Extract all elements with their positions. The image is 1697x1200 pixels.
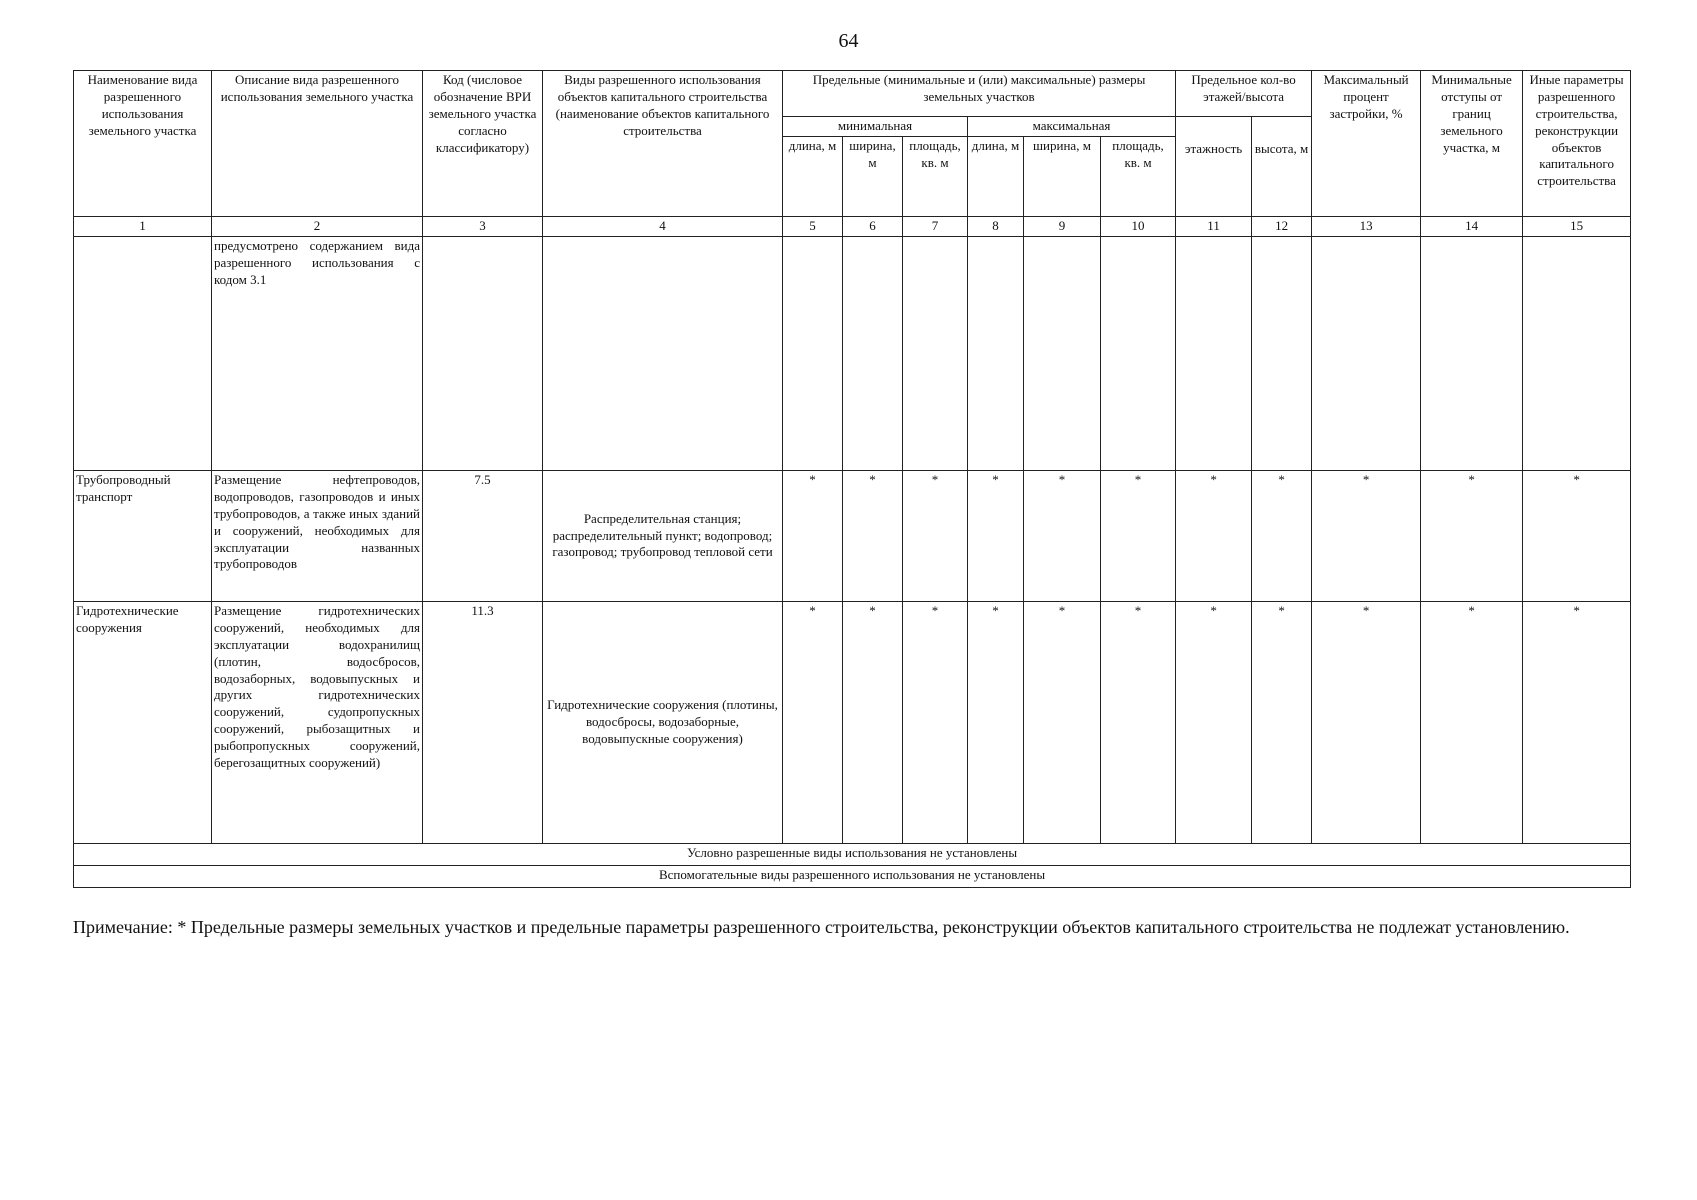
land-use-description: Размещение нефтепроводов, водопроводов, газопроводов и иных трубопроводов, а также иных зданий и сооружений, необходимых для эксплуатации названных трубопроводов: [212, 471, 423, 602]
table-row: [74, 237, 1631, 471]
param-max-area: [1101, 237, 1176, 471]
param-min-area: *: [903, 602, 968, 844]
column-number-row: [74, 217, 1631, 237]
header-capital-objects: Виды разрешенного использования объектов капитального строительства (наименование объектов капитального строительства: [543, 71, 783, 217]
capital-objects: Распределительная станция; распределительный пункт; водопровод; газопровод; трубопровод тепловой сети: [543, 471, 783, 602]
conditional-uses-row: [74, 844, 1631, 866]
land-use-code: 11.3: [423, 602, 543, 844]
param-other: *: [1523, 602, 1631, 844]
column-number: 10: [1101, 217, 1176, 237]
header-maximum: максимальная: [968, 117, 1176, 137]
param-max-width: *: [1024, 471, 1101, 602]
param-max-length: [968, 237, 1024, 471]
param-min-area: [903, 237, 968, 471]
param-min-width: *: [843, 471, 903, 602]
header-min-setbacks: Минимальные отступы от границ земельного участка, м: [1421, 71, 1523, 217]
header-land-use-name: Наименование вида разрешенного использования земельного участка: [74, 71, 212, 217]
param-min-length: *: [783, 602, 843, 844]
header-min-length: длина, м: [783, 137, 843, 217]
header-max-area: площадь, кв. м: [1101, 137, 1176, 217]
param-max-length: *: [968, 471, 1024, 602]
header-other-params: Иные параметры разрешенного строительства, реконструкции объектов капитального строительства: [1523, 71, 1631, 217]
column-number: 1: [74, 217, 212, 237]
table-row: [74, 602, 1631, 844]
param-max-area: *: [1101, 471, 1176, 602]
header-max-build-percent: Максимальный процент застройки, %: [1312, 71, 1421, 217]
land-use-description: Размещение гидротехнических сооружений, необходимых для эксплуатации водохранилищ (плотин, водосбросов, водозаборных, водовыпускных и других гидротехнических сооружений, судопропускных сооружений, рыбозащитных и рыбопропускных сооружений, берегозащитных сооружений): [212, 602, 423, 844]
param-min-width: [843, 237, 903, 471]
column-number: 4: [543, 217, 783, 237]
column-number: 11: [1176, 217, 1252, 237]
auxiliary-uses-text: Вспомогательные виды разрешенного использования не установлены: [74, 866, 1631, 888]
param-max-width: *: [1024, 602, 1101, 844]
param-floors: [1176, 237, 1252, 471]
param-build-percent: *: [1312, 602, 1421, 844]
column-number: 12: [1252, 217, 1312, 237]
header-floors-height: Предельное кол-во этажей/высота: [1176, 71, 1312, 117]
auxiliary-uses-row: [74, 866, 1631, 888]
column-number: 7: [903, 217, 968, 237]
column-number: 14: [1421, 217, 1523, 237]
header-code: Код (числовое обозначение ВРИ земельного участка согласно классификатору): [423, 71, 543, 217]
param-other: [1523, 237, 1631, 471]
header-height: высота, м: [1252, 117, 1312, 217]
param-min-length: [783, 237, 843, 471]
param-max-width: [1024, 237, 1101, 471]
column-number: 13: [1312, 217, 1421, 237]
land-use-regulations-table: [73, 70, 1631, 888]
param-max-length: *: [968, 602, 1024, 844]
param-floors: *: [1176, 471, 1252, 602]
footnote: Примечание: * Предельные размеры земельных участков и предельные параметры разрешенного строительства, реконструкции объектов капитального строительства не подлежат установлению.: [73, 917, 1570, 937]
land-use-name: Гидротехнические сооружения: [74, 602, 212, 844]
param-setbacks: [1421, 237, 1523, 471]
column-number: 9: [1024, 217, 1101, 237]
table-row: [74, 471, 1631, 602]
param-height: *: [1252, 471, 1312, 602]
header-floors: этажность: [1176, 117, 1252, 217]
header-max-length: длина, м: [968, 137, 1024, 217]
param-min-length: *: [783, 471, 843, 602]
param-height: *: [1252, 602, 1312, 844]
capital-objects: Гидротехнические сооружения (плотины, водосбросы, водозаборные, водовыпускные сооружения): [543, 602, 783, 844]
conditional-uses-text: Условно разрешенные виды использования не установлены: [74, 844, 1631, 866]
param-setbacks: *: [1421, 602, 1523, 844]
header-plot-size-limits: Предельные (минимальные и (или) максимальные) размеры земельных участков: [783, 71, 1176, 117]
header-max-width: ширина, м: [1024, 137, 1101, 217]
column-number: 2: [212, 217, 423, 237]
param-build-percent: *: [1312, 471, 1421, 602]
param-height: [1252, 237, 1312, 471]
param-max-area: *: [1101, 602, 1176, 844]
column-number: 3: [423, 217, 543, 237]
param-setbacks: *: [1421, 471, 1523, 602]
param-min-area: *: [903, 471, 968, 602]
page-number: 64: [838, 30, 859, 52]
header-min-width: ширина, м: [843, 137, 903, 217]
column-number: 6: [843, 217, 903, 237]
param-floors: *: [1176, 602, 1252, 844]
param-min-width: *: [843, 602, 903, 844]
header-land-use-description: Описание вида разрешенного использования земельного участка: [212, 71, 423, 217]
param-other: *: [1523, 471, 1631, 602]
header-minimum: минимальная: [783, 117, 968, 137]
column-number: 15: [1523, 217, 1631, 237]
land-use-name: [74, 237, 212, 471]
param-build-percent: [1312, 237, 1421, 471]
land-use-description: предусмотрено содержанием вида разрешенного использования с кодом 3.1: [212, 237, 423, 471]
land-use-name: Трубопроводный транспорт: [74, 471, 212, 602]
land-use-code: [423, 237, 543, 471]
header-min-area: площадь, кв. м: [903, 137, 968, 217]
column-number: 5: [783, 217, 843, 237]
column-number: 8: [968, 217, 1024, 237]
capital-objects: [543, 237, 783, 471]
land-use-code: 7.5: [423, 471, 543, 602]
